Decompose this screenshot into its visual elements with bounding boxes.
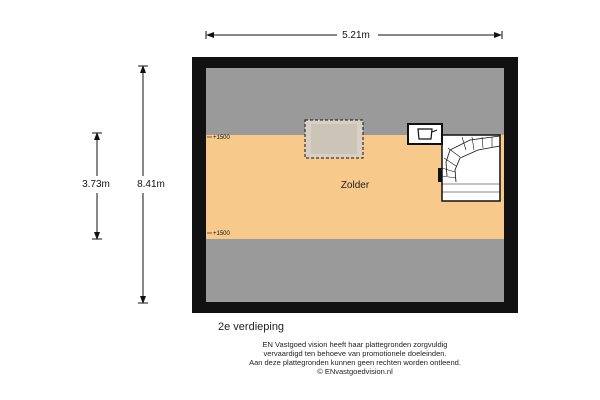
disclaimer-line-4: © ENvastgoedvision.nl [317, 367, 393, 376]
disclaimer-line-3: Aan deze plattegronden kunnen geen rechten worden ontleend. [249, 358, 461, 367]
boiler-icon [408, 124, 442, 144]
svg-text:3.73m: 3.73m [82, 179, 110, 190]
svg-text:5.21m: 5.21m [342, 30, 370, 41]
room-label: Zolder [340, 180, 370, 191]
height-dimension [137, 65, 165, 304]
disclaimer-line-1: EN Vastgoed vision heeft haar plattegronden zorgvuldig [262, 340, 448, 349]
width-dimension [206, 30, 502, 41]
svg-text:+1500: +1500 [213, 135, 230, 141]
disclaimer-line-2: vervaardigd ten behoeve van promotionele doeleinden. [263, 349, 447, 358]
svg-text:8.41m: 8.41m [137, 179, 165, 190]
floor-name: 2e verdieping [218, 321, 285, 333]
roof-window-icon [305, 120, 363, 158]
staircase-icon [438, 135, 500, 201]
svg-text:+1500: +1500 [213, 231, 230, 237]
inner-height-dimension [82, 132, 110, 240]
